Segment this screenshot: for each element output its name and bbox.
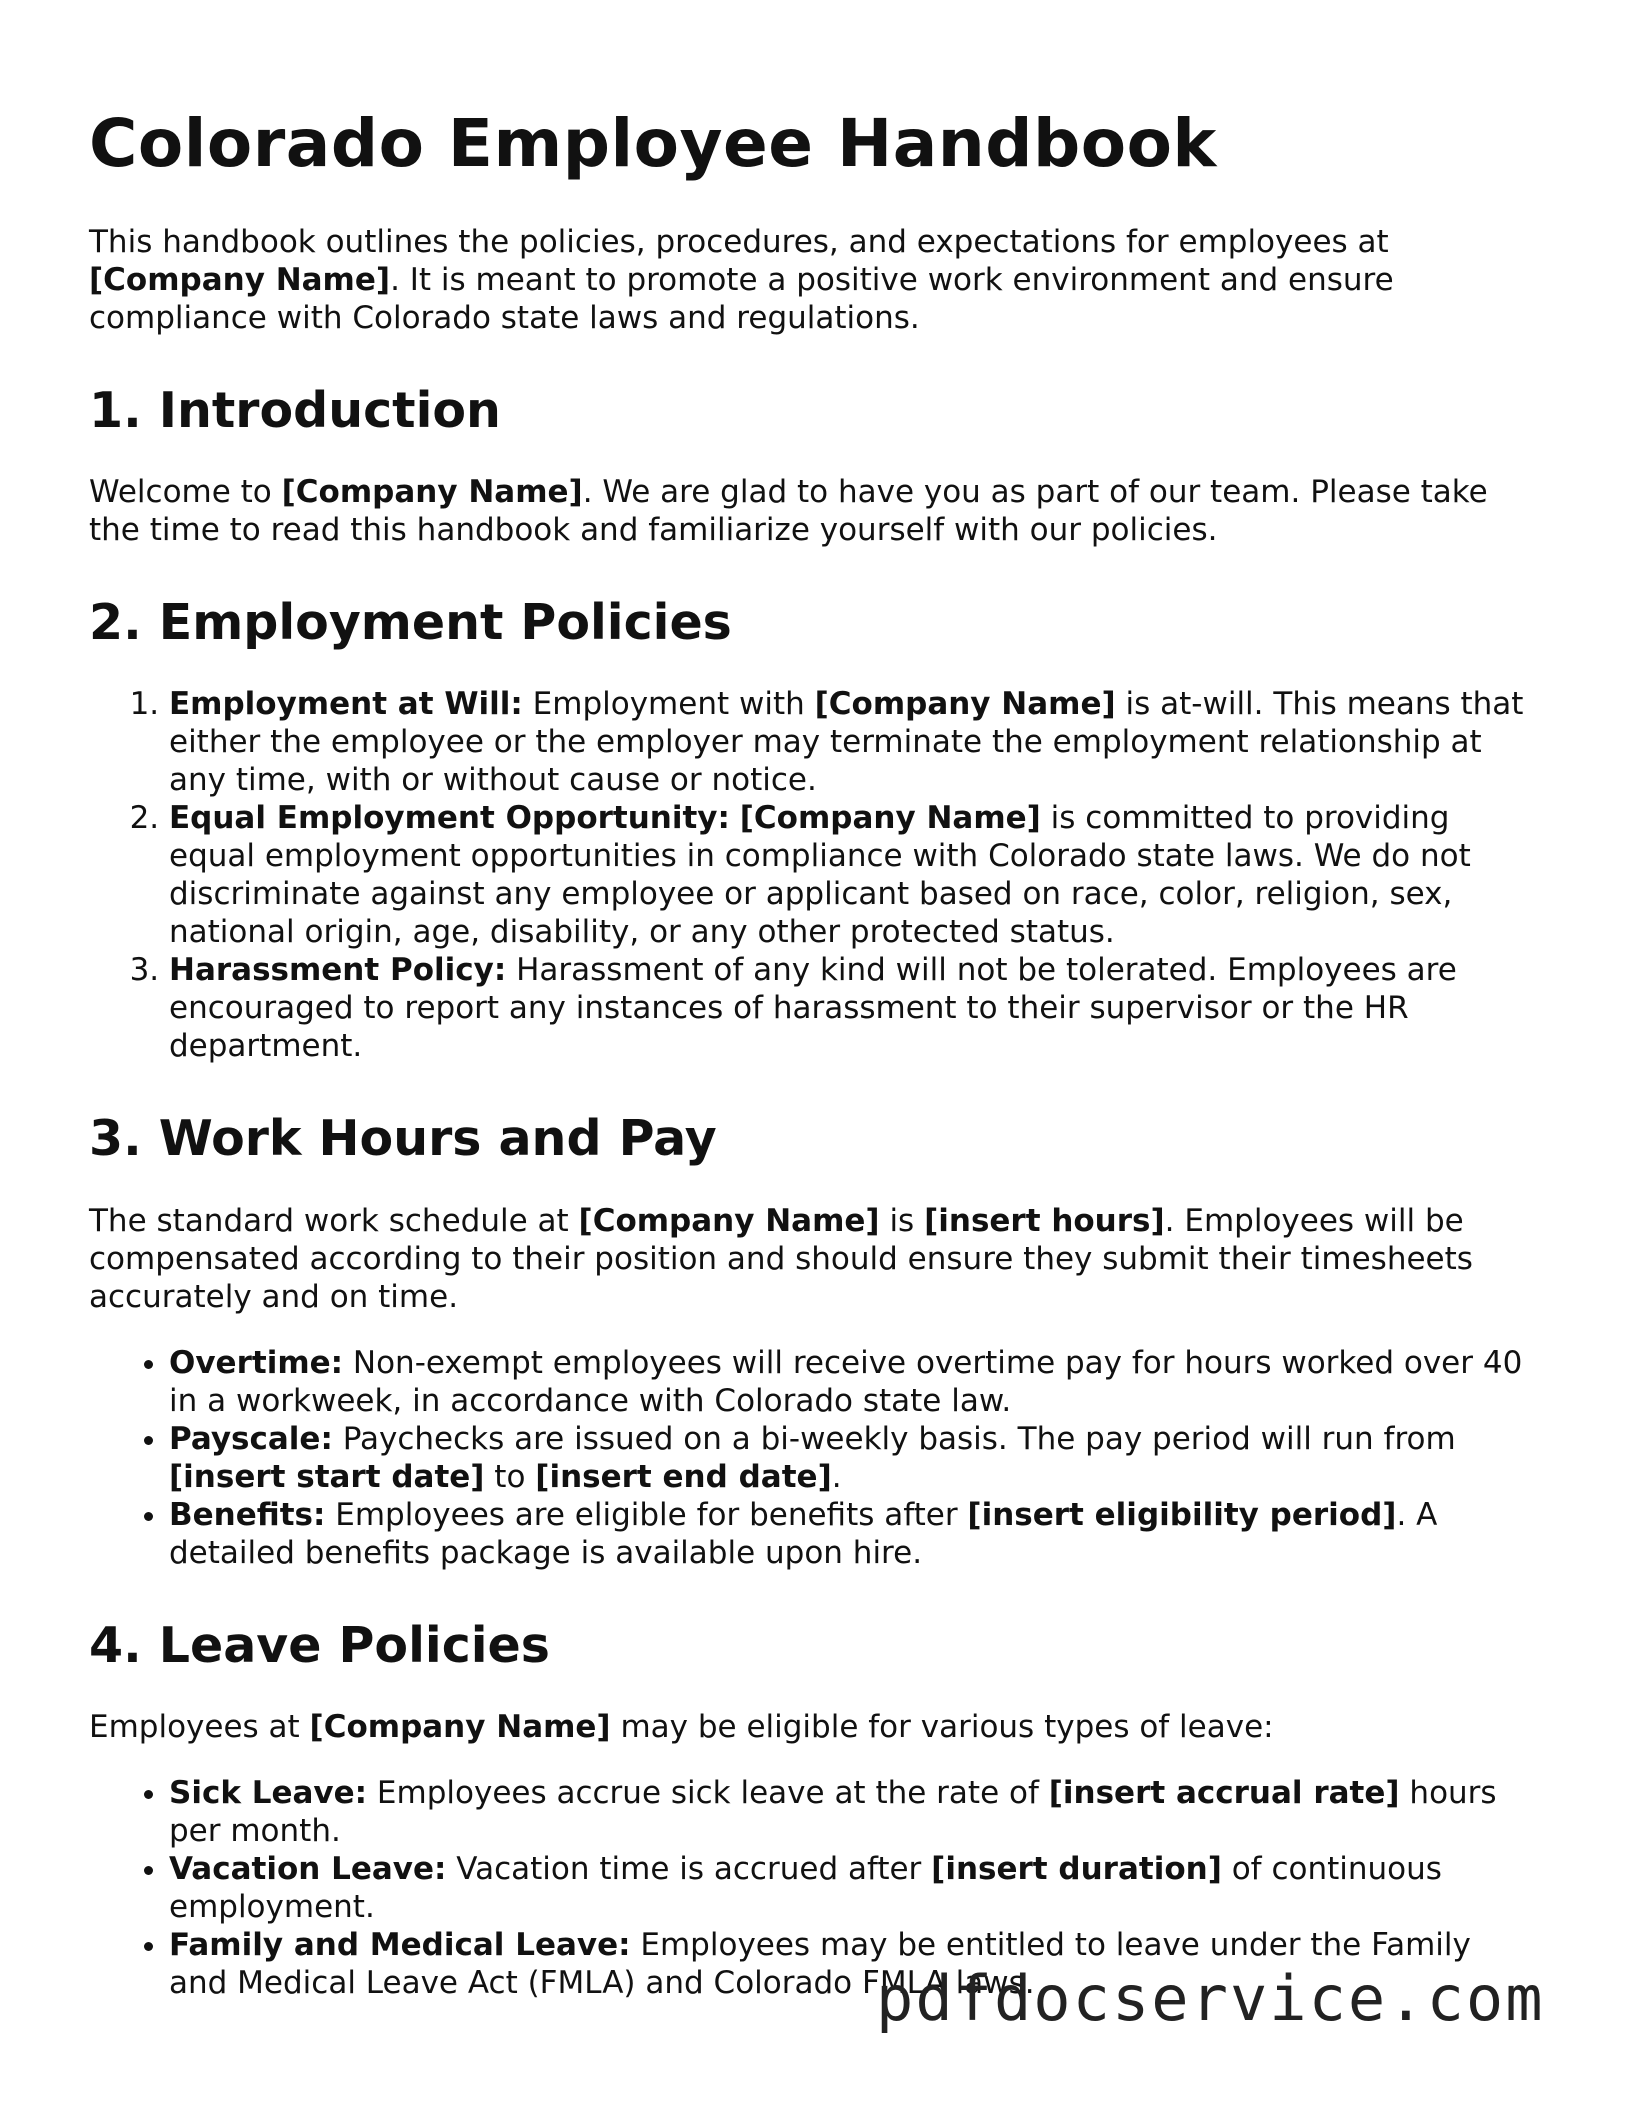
document-page xyxy=(89,105,1539,2048)
company-placeholder: [Company Name] xyxy=(578,1202,880,1239)
item-label: Sick Leave: xyxy=(169,1774,368,1811)
watermark: pdfdocservice.com xyxy=(876,1962,1545,2035)
company-placeholder: [Company Name] xyxy=(739,800,1041,837)
start-date-placeholder: [insert start date] xyxy=(169,1458,485,1495)
item-label: Family and Medical Leave: xyxy=(169,1926,631,1963)
item-label: Employment at Will: xyxy=(169,686,523,723)
intro-paragraph: This handbook outlines the policies, procedures, and expectations for employees at [Company Name]. It is meant to promote a positive work environment and ensure compliance with Colorado state laws and regulations. xyxy=(89,223,1394,336)
eligibility-placeholder: [insert eligibility period] xyxy=(967,1496,1397,1533)
list-item-harassment-policy: 3. Harassment Policy: Harassment of any kind will not be tolerated. Employees are encouraged to report any instances of harassment to their supervisor or the HR department. xyxy=(169,951,1539,1065)
pay-list xyxy=(89,1344,1539,1572)
item-label: Vacation Leave: xyxy=(169,1850,447,1887)
company-placeholder: [Company Name] xyxy=(281,473,583,510)
accrual-rate-placeholder: [insert accrual rate] xyxy=(1048,1774,1400,1811)
company-placeholder: [Company Name] xyxy=(309,1708,611,1745)
list-item-overtime: • Overtime: Non-exempt employees will receive overtime pay for hours worked over 40 in a workweek, in accordance with Colorado state law. xyxy=(169,1344,1539,1420)
document-title: Colorado Employee Handbook xyxy=(89,105,1217,182)
hours-placeholder: [insert hours] xyxy=(924,1202,1165,1239)
section-heading-employment-policies: 2. Employment Policies xyxy=(89,593,732,651)
work-hours-paragraph: The standard work schedule at [Company Name] is [insert hours]. Employees will be compensated according to their position and should ensure they submit their timesheets accurately and on time. xyxy=(89,1202,1473,1315)
company-placeholder: [Company Name] xyxy=(89,261,391,298)
item-label: Payscale: xyxy=(169,1420,333,1457)
item-label: Equal Employment Opportunity: xyxy=(169,800,730,837)
list-item-family-medical-leave: • Family and Medical Leave: Employees may be entitled to leave under the Family and Medical Leave Act (FMLA) and Colorado FMLA laws. xyxy=(169,1926,1539,2002)
duration-placeholder: [insert duration] xyxy=(931,1850,1222,1887)
item-label: Harassment Policy: xyxy=(169,952,507,989)
list-item-sick-leave: • Sick Leave: Employees accrue sick leave at the rate of [insert accrual rate] hours per month. xyxy=(169,1774,1539,1850)
item-label: Overtime: xyxy=(169,1344,344,1381)
list-item-employment-at-will: 1. Employment at Will: Employment with [Company Name] is at-will. This means that either the employee or the employer may terminate the employment relationship at any time, with or without cause or notice. xyxy=(169,685,1539,799)
section-heading-introduction: 1. Introduction xyxy=(89,381,501,439)
list-item-vacation-leave: • Vacation Leave: Vacation time is accrued after [insert duration] of continuous employment. xyxy=(169,1850,1539,1926)
section-heading-leave-policies: 4. Leave Policies xyxy=(89,1616,550,1674)
list-item-payscale: • Payscale: Paychecks are issued on a bi-weekly basis. The pay period will run from [insert start date] to [insert end date]. xyxy=(169,1420,1539,1496)
list-item-benefits: • Benefits: Employees are eligible for benefits after [insert eligibility period]. A detailed benefits package is available upon hire. xyxy=(169,1496,1539,1572)
list-item-equal-employment: 2. Equal Employment Opportunity: [Company Name] is committed to providing equal employment opportunities in compliance with Colorado state laws. We do not discriminate against any employee or applicant based on race, color, religion, sex, national origin, age, disability, or any other protected status. xyxy=(169,799,1539,951)
item-label: Benefits: xyxy=(169,1496,326,1533)
section-heading-work-hours: 3. Work Hours and Pay xyxy=(89,1110,717,1168)
company-placeholder: [Company Name] xyxy=(814,686,1116,723)
end-date-placeholder: [insert end date] xyxy=(535,1458,832,1495)
employment-policies-list xyxy=(89,685,1539,1065)
introduction-paragraph: Welcome to [Company Name]. We are glad to have you as part of our team. Please take the time to read this handbook and familiarize yourself with our policies. xyxy=(89,473,1488,548)
leave-paragraph: Employees at [Company Name] may be eligible for various types of leave: xyxy=(89,1708,1274,1745)
